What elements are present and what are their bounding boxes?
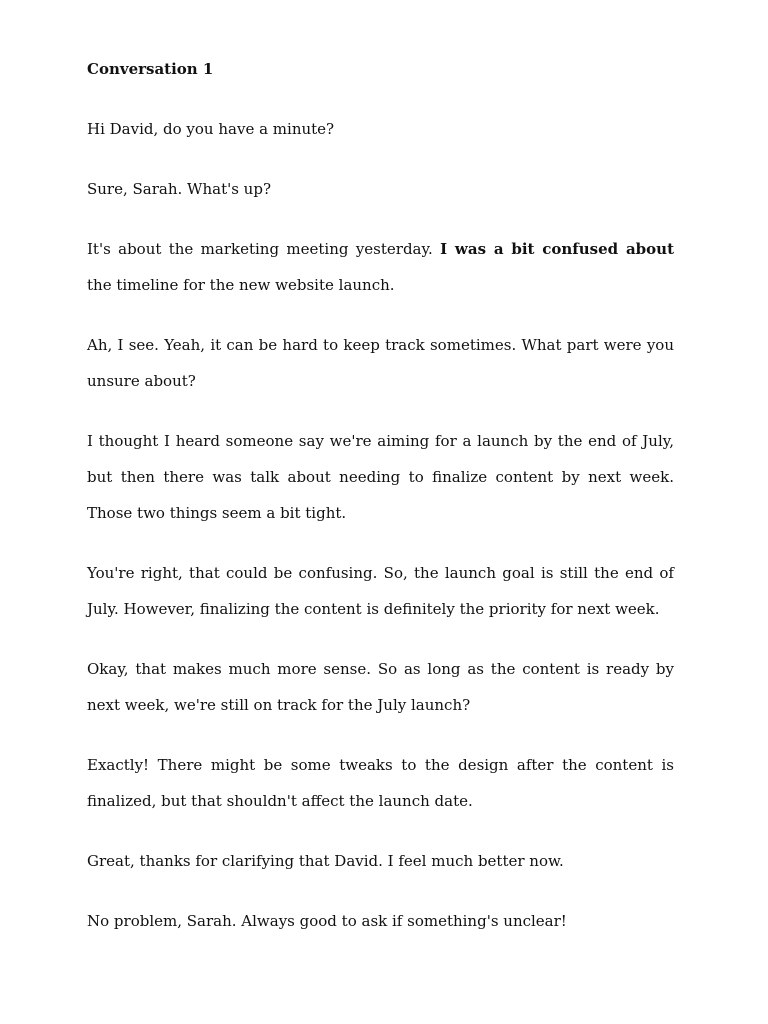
dialogue-line: Exactly! There might be some tweaks to the design after the content is finalized, but that shouldn't affect the launch date. xyxy=(87,756,674,810)
dialogue-line: I thought I heard someone say we're aiming for a launch by the end of July, but then there was talk about needing to finalize content by next week. Those two things seem a bit tight. xyxy=(87,432,674,522)
dialogue-line: You're right, that could be confusing. So, the launch goal is still the end of July. However, finalizing the content is definitely the priority for next week. xyxy=(87,564,674,618)
dialogue-line: Sure, Sarah. What's up? xyxy=(87,180,271,198)
dialogue-text: the timeline for the new website launch. xyxy=(87,276,395,294)
dialogue-line: Great, thanks for clarifying that David. I feel much better now. xyxy=(87,852,564,870)
emphasized-text: I was a bit confused about xyxy=(440,240,674,258)
dialogue-text: It's about the marketing meeting yesterday. xyxy=(87,240,441,258)
dialogue-line: Hi David, do you have a minute? xyxy=(87,120,335,138)
dialogue-line: Ah, I see. Yeah, it can be hard to keep track sometimes. What part were you unsure about? xyxy=(87,336,674,390)
dialogue-line xyxy=(87,231,674,303)
dialogue-line: Okay, that makes much more sense. So as long as the content is ready by next week, we're still on track for the July launch? xyxy=(87,660,674,714)
document-page xyxy=(87,51,674,963)
dialogue-line: No problem, Sarah. Always good to ask if something's unclear! xyxy=(87,912,567,930)
conversation-title: Conversation 1 xyxy=(87,60,214,78)
